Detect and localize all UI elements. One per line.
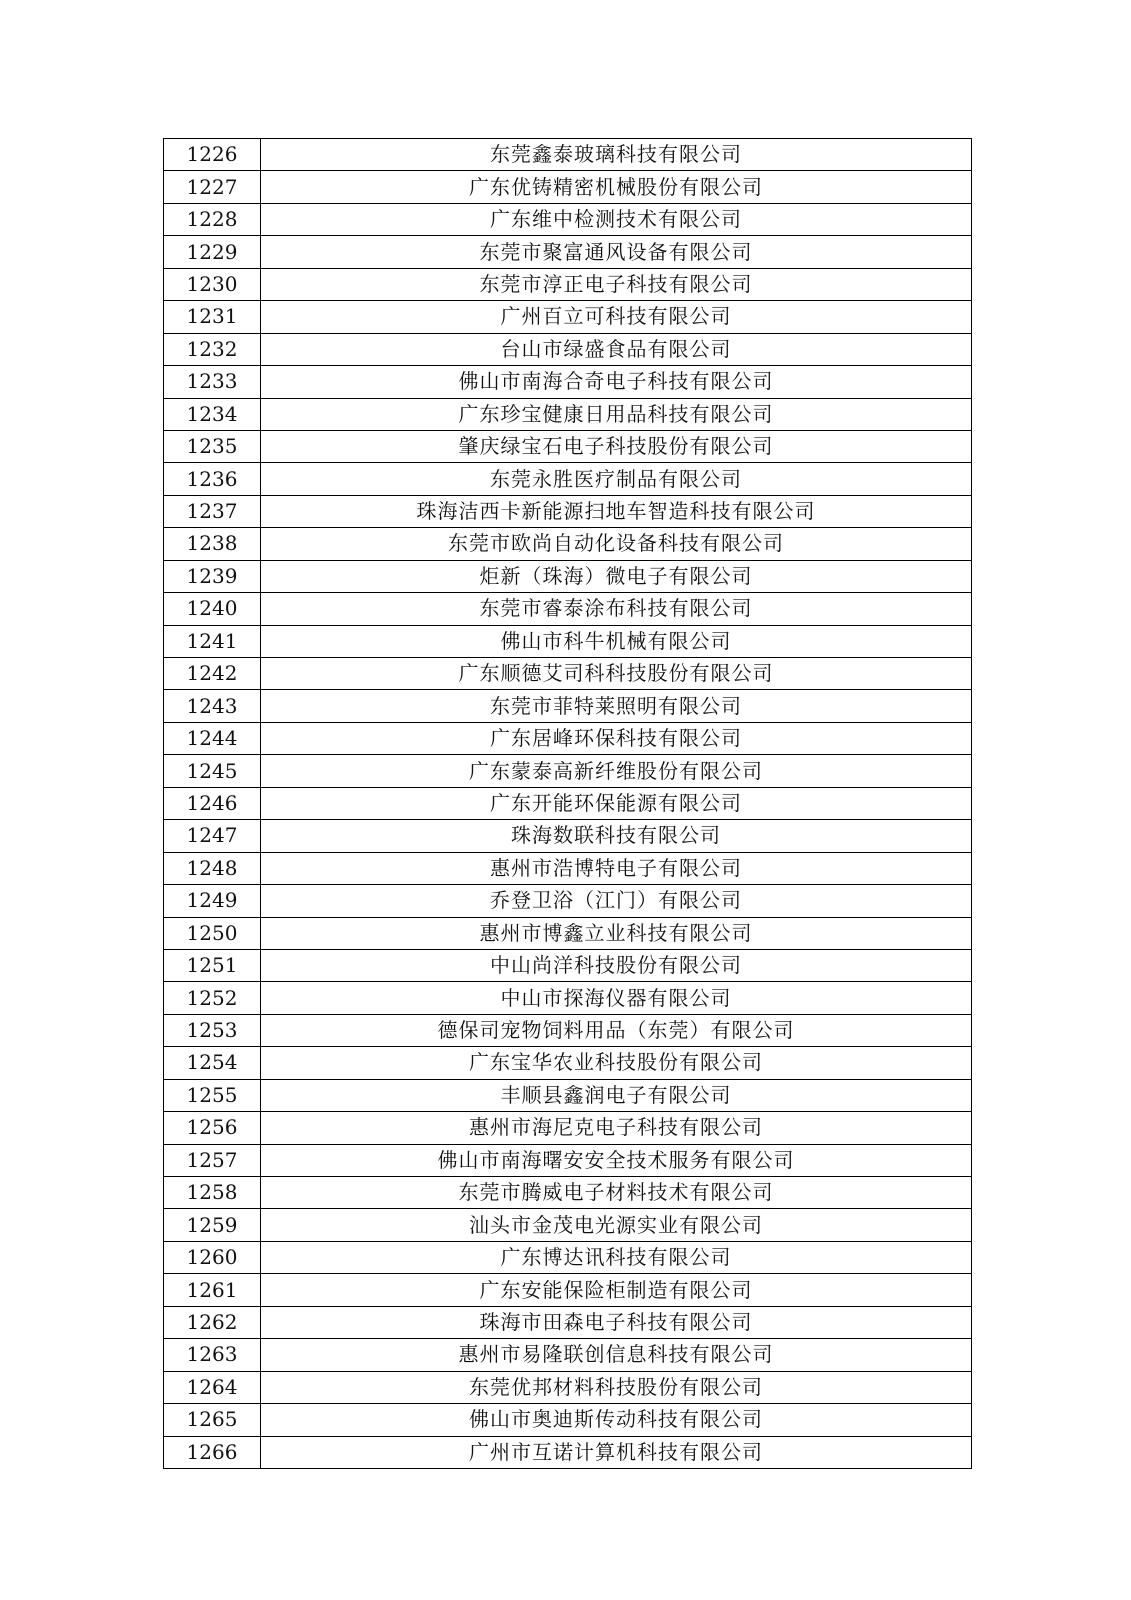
row-number: 1241 [164, 625, 261, 657]
table-row [164, 171, 972, 203]
table-row [164, 593, 972, 625]
row-number: 1247 [164, 820, 261, 852]
row-number: 1228 [164, 203, 261, 235]
table-row [164, 463, 972, 495]
table-row [164, 1079, 972, 1111]
company-name: 东莞市菲特莱照明有限公司 [261, 690, 972, 722]
company-name: 东莞市聚富通风设备有限公司 [261, 236, 972, 268]
table-row [164, 1371, 972, 1403]
row-number: 1248 [164, 852, 261, 884]
company-name: 惠州市海尼克电子科技有限公司 [261, 1112, 972, 1144]
table-row [164, 852, 972, 884]
table-row [164, 139, 972, 171]
table-row [164, 949, 972, 981]
company-name: 乔登卫浴（江门）有限公司 [261, 885, 972, 917]
company-name: 广东蒙泰高新纤维股份有限公司 [261, 755, 972, 787]
table-row [164, 1047, 972, 1079]
row-number: 1260 [164, 1241, 261, 1273]
company-name: 广东顺德艾司科科技股份有限公司 [261, 658, 972, 690]
company-name: 佛山市南海合奇电子科技有限公司 [261, 366, 972, 398]
company-name: 珠海洁西卡新能源扫地车智造科技有限公司 [261, 495, 972, 527]
company-name: 东莞市睿泰涂布科技有限公司 [261, 593, 972, 625]
row-number: 1229 [164, 236, 261, 268]
row-number: 1259 [164, 1209, 261, 1241]
company-name: 佛山市奥迪斯传动科技有限公司 [261, 1404, 972, 1436]
table-row [164, 236, 972, 268]
company-name: 炬新（珠海）微电子有限公司 [261, 560, 972, 592]
row-number: 1245 [164, 755, 261, 787]
company-name: 惠州市博鑫立业科技有限公司 [261, 917, 972, 949]
row-number: 1231 [164, 301, 261, 333]
company-name: 中山市探海仪器有限公司 [261, 982, 972, 1014]
company-name: 广东宝华农业科技股份有限公司 [261, 1047, 972, 1079]
table-row [164, 268, 972, 300]
company-name: 广州市互诺计算机科技有限公司 [261, 1436, 972, 1468]
company-name: 珠海市田森电子科技有限公司 [261, 1306, 972, 1338]
row-number: 1250 [164, 917, 261, 949]
row-number: 1240 [164, 593, 261, 625]
table-row [164, 885, 972, 917]
company-name: 佛山市南海曙安安全技术服务有限公司 [261, 1144, 972, 1176]
row-number: 1243 [164, 690, 261, 722]
table-row [164, 787, 972, 819]
company-name: 广州百立可科技有限公司 [261, 301, 972, 333]
row-number: 1238 [164, 528, 261, 560]
table-row [164, 366, 972, 398]
company-name: 东莞市淳正电子科技有限公司 [261, 268, 972, 300]
table-row [164, 203, 972, 235]
table-row [164, 560, 972, 592]
table-row [164, 495, 972, 527]
row-number: 1252 [164, 982, 261, 1014]
table-row [164, 528, 972, 560]
row-number: 1226 [164, 139, 261, 171]
table-row [164, 1177, 972, 1209]
row-number: 1266 [164, 1436, 261, 1468]
row-number: 1263 [164, 1339, 261, 1371]
company-name: 中山尚洋科技股份有限公司 [261, 949, 972, 981]
company-name: 广东博达讯科技有限公司 [261, 1241, 972, 1273]
row-number: 1236 [164, 463, 261, 495]
row-number: 1262 [164, 1306, 261, 1338]
table-row [164, 333, 972, 365]
row-number: 1237 [164, 495, 261, 527]
table-row [164, 430, 972, 462]
company-name: 东莞永胜医疗制品有限公司 [261, 463, 972, 495]
table-row [164, 301, 972, 333]
company-name: 广东居峰环保科技有限公司 [261, 722, 972, 754]
table-row [164, 658, 972, 690]
company-name: 惠州市浩博特电子有限公司 [261, 852, 972, 884]
table-body [164, 139, 972, 1469]
table-row [164, 1112, 972, 1144]
table-row [164, 690, 972, 722]
row-number: 1264 [164, 1371, 261, 1403]
company-name: 珠海数联科技有限公司 [261, 820, 972, 852]
company-name: 丰顺县鑫润电子有限公司 [261, 1079, 972, 1111]
company-name: 惠州市易隆联创信息科技有限公司 [261, 1339, 972, 1371]
company-name: 东莞鑫泰玻璃科技有限公司 [261, 139, 972, 171]
company-name: 广东开能环保能源有限公司 [261, 787, 972, 819]
row-number: 1227 [164, 171, 261, 203]
row-number: 1253 [164, 1014, 261, 1046]
company-name: 台山市绿盛食品有限公司 [261, 333, 972, 365]
row-number: 1261 [164, 1274, 261, 1306]
company-name: 肇庆绿宝石电子科技股份有限公司 [261, 430, 972, 462]
table-row [164, 1241, 972, 1273]
company-name: 东莞市腾威电子材料技术有限公司 [261, 1177, 972, 1209]
company-name: 汕头市金茂电光源实业有限公司 [261, 1209, 972, 1241]
table-row [164, 1144, 972, 1176]
table-row [164, 625, 972, 657]
company-name: 东莞优邦材料科技股份有限公司 [261, 1371, 972, 1403]
table-row [164, 1014, 972, 1046]
row-number: 1242 [164, 658, 261, 690]
row-number: 1235 [164, 430, 261, 462]
table-row [164, 1209, 972, 1241]
row-number: 1256 [164, 1112, 261, 1144]
row-number: 1230 [164, 268, 261, 300]
company-name: 广东安能保险柜制造有限公司 [261, 1274, 972, 1306]
table-row [164, 1274, 972, 1306]
row-number: 1233 [164, 366, 261, 398]
company-name: 佛山市科牛机械有限公司 [261, 625, 972, 657]
row-number: 1255 [164, 1079, 261, 1111]
table-row [164, 398, 972, 430]
company-name: 广东珍宝健康日用品科技有限公司 [261, 398, 972, 430]
row-number: 1244 [164, 722, 261, 754]
row-number: 1258 [164, 1177, 261, 1209]
table-row [164, 820, 972, 852]
table-row [164, 1339, 972, 1371]
table-row [164, 1404, 972, 1436]
company-name: 广东维中检测技术有限公司 [261, 203, 972, 235]
table-row [164, 722, 972, 754]
row-number: 1246 [164, 787, 261, 819]
table-row [164, 917, 972, 949]
table-row [164, 982, 972, 1014]
row-number: 1257 [164, 1144, 261, 1176]
company-name: 德保司宠物饲料用品（东莞）有限公司 [261, 1014, 972, 1046]
row-number: 1254 [164, 1047, 261, 1079]
company-name: 东莞市欧尚自动化设备科技有限公司 [261, 528, 972, 560]
table-row [164, 755, 972, 787]
company-list-table [163, 138, 972, 1469]
company-name: 广东优铸精密机械股份有限公司 [261, 171, 972, 203]
row-number: 1239 [164, 560, 261, 592]
row-number: 1265 [164, 1404, 261, 1436]
row-number: 1251 [164, 949, 261, 981]
row-number: 1234 [164, 398, 261, 430]
row-number: 1232 [164, 333, 261, 365]
row-number: 1249 [164, 885, 261, 917]
table-row [164, 1306, 972, 1338]
table-row [164, 1436, 972, 1468]
